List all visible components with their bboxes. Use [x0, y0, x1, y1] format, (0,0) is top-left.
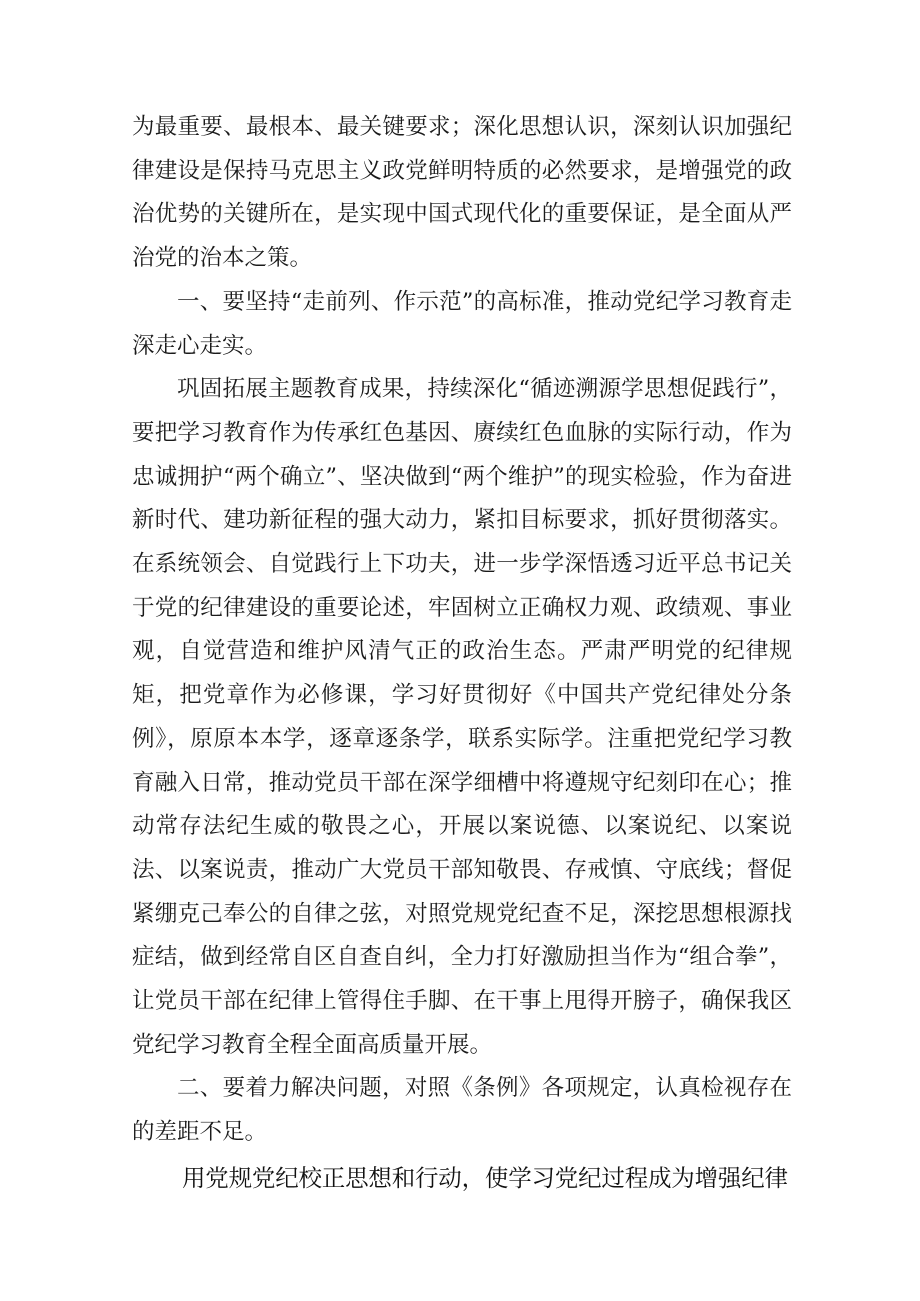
paragraph-heading-one: 一、要坚持“走前列、作示范”的高标准，推动党纪学习教育走深走心走实。	[132, 288, 792, 359]
document-body	[132, 106, 792, 1201]
paragraph-heading-two: 二、要着力解决问题，对照《条例》各项规定，认真检视存在的差距不足。	[132, 1075, 792, 1146]
section-heading: 用党规党纪校正思想和行动，使学习党纪过程成为增强纪律	[182, 1163, 788, 1192]
paragraph-continuation: 为最重要、最根本、最关键要求；深化思想认识，深刻认识加强纪律建设是保持马克思主义政党鲜明特质的必然要求，是增强党的政治优势的关键所在，是实现中国式现代化的重要保证，是全面从严治党的治本之策。	[132, 114, 792, 272]
paragraph-body: 巩固拓展主题教育成果，持续深化“循迹溯源学思想促践行”，要把学习教育作为传承红色基因、赓续红色血脉的实际行动，作为忠诚拥护“两个确立”、坚决做到“两个维护”的现实检验，作为奋进新时代、建功新征程的强大动力，紧扣目标要求，抓好贯彻落实。在系统领会、自觉践行上下功夫，进一步学深悟透习近平总书记关于党的纪律建设的重要论述，牢固树立正确权力观、政绩观、事业观，自觉营造和维护风清气正的政治生态。严肃严明党的纪律规矩，把党章作为必修课，学习好贯彻好《中国共产党纪律处分条例》，原原本本学，逐章逐条学，联系实际学。注重把党纪学习教育融入日常，推动党员干部在深学细槽中将遵规守纪刻印在心；推动常存法纪生威的敬畏之心，开展以案说德、以案说纪、以案说法、以案说责，推动广大党员干部知敬畏、存戒慎、守底线；督促紧绷克己奉公的自律之弦，对照党规党纪查不足，深挖思想根源找症结，做到经常自区自查自纠，全力打好激励担当作为“组合拳”，让党员干部在纪律上管得住手脚、在干事上甩得开膀子，确保我区党纪学习教育全程全面高质量开展。	[132, 376, 792, 1058]
